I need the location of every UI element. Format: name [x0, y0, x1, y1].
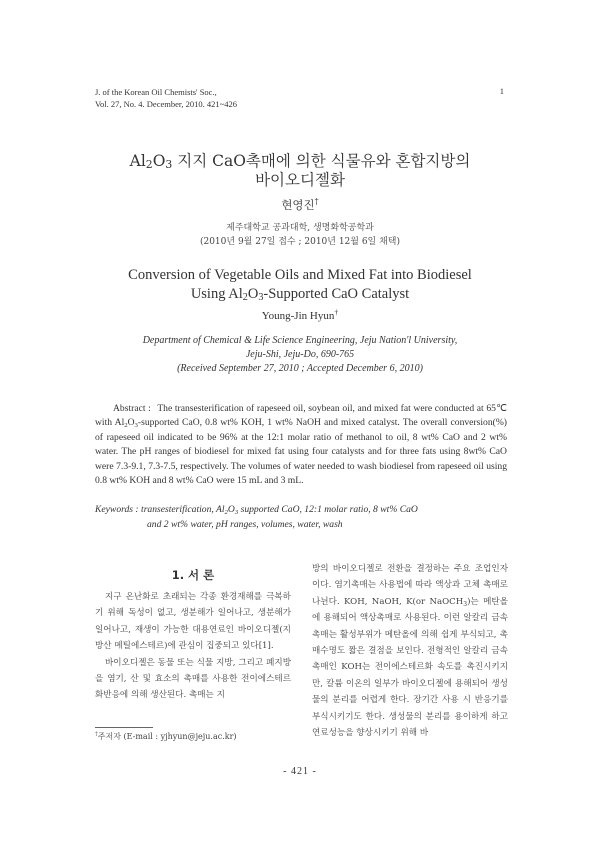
english-title: Conversion of Vegetable Oils and Mixed Fat into Biodiesel Using $Al_2O_3$-Supported CaO Catalyst [128, 267, 472, 303]
korean-affiliation: 제주대학교 공과대학, 생명화학공학과 (2010년 9월 27일 접수 ; 2010년 12월 6일 채택) [199, 223, 401, 247]
corresponding-author-mark: † [314, 197, 319, 207]
korean-title [0, 152, 600, 190]
abstract-label: Abstract : [113, 403, 151, 414]
keywords: Keywords : transesterification, $Al_2O_3$ supported CaO, 12:1 molar ratio, 8 wt% CaO and 2 wt% water, pH ranges, volumes, water, wash [95, 504, 418, 530]
journal-citation [95, 86, 237, 110]
section-heading: 1. 서 론 [171, 568, 215, 582]
english-author: Young-Jin Hyun† [261, 307, 339, 322]
corresponding-author-mark: † [334, 307, 339, 317]
korean-author: 현영진† [281, 197, 319, 212]
keywords-label: Keywords : [95, 504, 139, 515]
header-page-number: 1 [499, 86, 504, 96]
footnote-rule [95, 727, 153, 728]
abstract: Abstract : The transesterification of rapeseed oil, soybean oil, and mixed fat were conducted at 65℃ with $Al_2O_3$-supported CaO, 0.8 wt% KOH, 1 wt% NaOH and mixed catalyst. The overall conversion(%) of rapeseed oil indicated to be 96% at the 12:1 molar ratio of methanol to oil, 8 wt% CaO and 2 wt% water. The pH ranges of biodiesel for mixed fat using four catalysts and for three fats using 8wt% CaO were 7.3-9.1, 7.3-7.5, respectively. The volumes of water needed to wash biodiesel from rapeseed oil using 0.8 wt% KOH and 8 wt% CaO were 15 mL and 3 mL. [95, 403, 508, 487]
journal-name: J. of the Korean Oil Chemists' Soc., [95, 87, 217, 97]
korean-title-line2: 바이오디젤화 [255, 171, 345, 189]
intro-paragraph-1: 지구 온난화로 초래되는 각종 환경재해를 극복하기 위해 독성이 없고, 생분해가 일어나고, 생분해가 일어나고, 재생이 가능한 대용연료인 바이오디젤(지방산 메틸에스테르)에 관심이 집중되고 있다[1]. [95, 592, 291, 652]
page-number: - 421 - [283, 766, 317, 777]
intro-paragraph-2: 바이오디젤은 동물 또는 식물 지방, 그리고 폐지방을 염기, 산 및 효소의 촉매를 사용한 전이에스테르화반응에 의해 생산된다. 촉매는 지 [95, 657, 291, 701]
footnote: †주저자 (E-mail : yjhyun@jeju.ac.kr) [95, 731, 237, 741]
english-affiliation: Department of Chemical & Life Science Engineering, Jeju Nation'l University, Jeju-Shi, Jeju-Do, 690-765 (Received September 27, 2010 ; Accepted December 6, 2010) [142, 335, 458, 374]
left-column [95, 589, 291, 704]
korean-title-line1: $Al_2O_3$ 지지 CaO촉매에 의한 식물유와 혼합지방의 [129, 152, 471, 171]
journal-volume: Vol. 27, No. 4. December, 2010. 421~426 [95, 99, 237, 109]
right-column: 방의 바이오디젤로 전환을 결정하는 주요 조업인자이다. 염기촉매는 사용법에 따라 액상과 고체 촉매로 나뉜다. KOH, NaOH, K(or NaOCH$_3$)는 메탄올에 용해되어 액상촉매로 사용된다. 이런 알칼리 금속 촉매는 활성부위가 메탄올에 의해 쉽게 부식되고, 촉매수명도 짧은 결점을 보인다. 전형적인 알칼리 금속 촉매인 KOH는 전이에스테르화 속도를 촉진시키지만, 칼륨 이온의 일부가 바이오디젤에 용해되어 생성물의 분리를 어렵게 한다. 장기간 사용 시 반응기를 부식시키기도 한다. 생성물의 분리를 용이하게 하고 연료성능을 향상시키기 위해 바 [312, 564, 508, 739]
